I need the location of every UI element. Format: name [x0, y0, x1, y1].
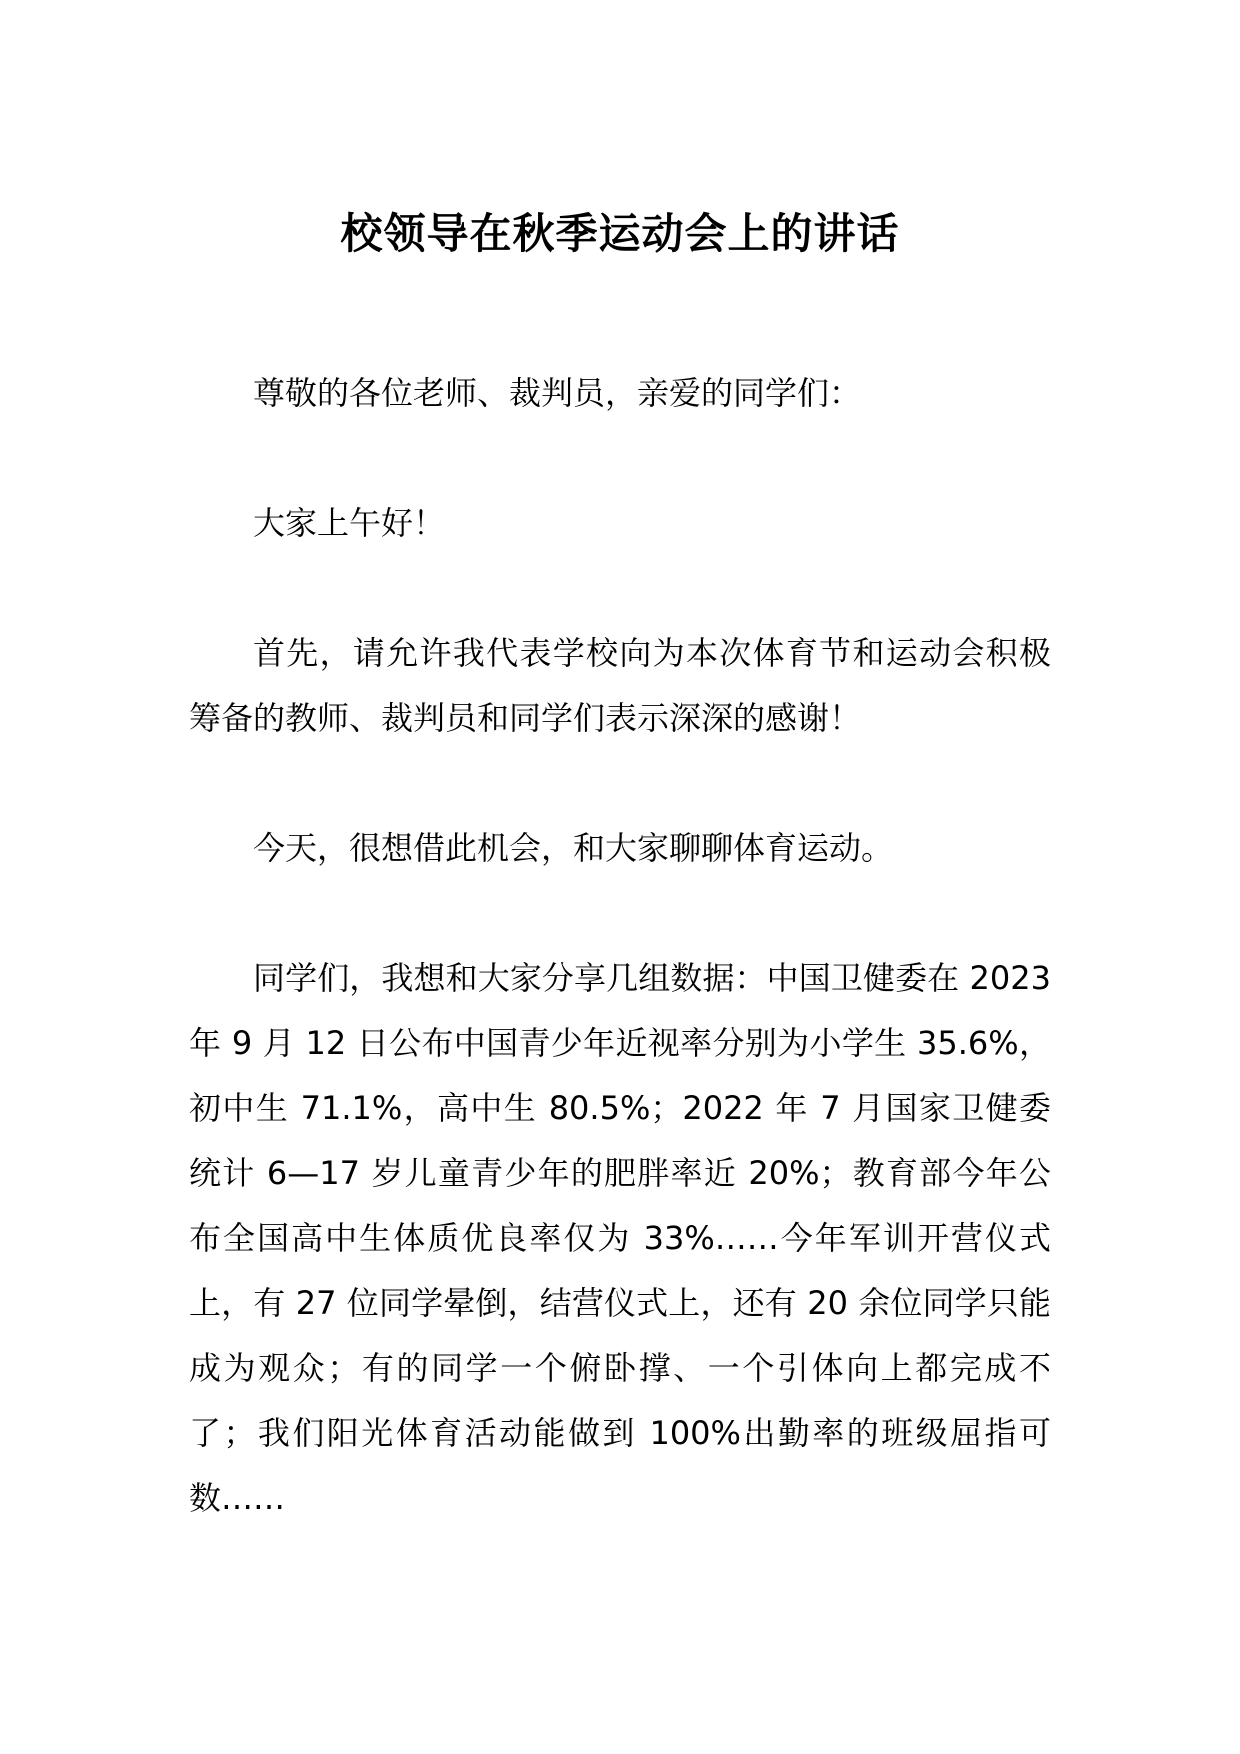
paragraph-salutation: 尊敬的各位老师、裁判员，亲爱的同学们： [253, 374, 862, 412]
paragraph-topic: 今天，很想借此机会，和大家聊聊体育运动。 [253, 829, 894, 867]
document-title: 校领导在秋季运动会上的讲话 [340, 209, 900, 258]
paragraph-greeting: 大家上午好！ [253, 504, 446, 542]
paragraph-statistics: 同学们，我想和大家分享几组数据：中国卫健委在 2023 年 9 月 12 日公布中国青少年近视率分别为小学生 35.6%，初中生 71.1%，高中生 80.5%；2022 年 7 月国家卫健委统计 6—17 岁儿童青少年的肥胖率近 20%；教育部今年公布全国高中生体质优良率仅为 33%……今年军训开营仪式上，有 27 位同学晕倒，结营仪式上，还有 20 余位同学只能成为观众；有的同学一个俯卧撑、一个引体向上都完成不了；我们阳光体育活动能做到 100%出勤率的班级屈指可数…… [189, 959, 1051, 1517]
paragraph-thanks: 首先，请允许我代表学校向为本次体育节和运动会积极筹备的教师、裁判员和同学们表示深深的感谢！ [189, 634, 1051, 737]
document-body [189, 361, 1051, 1531]
